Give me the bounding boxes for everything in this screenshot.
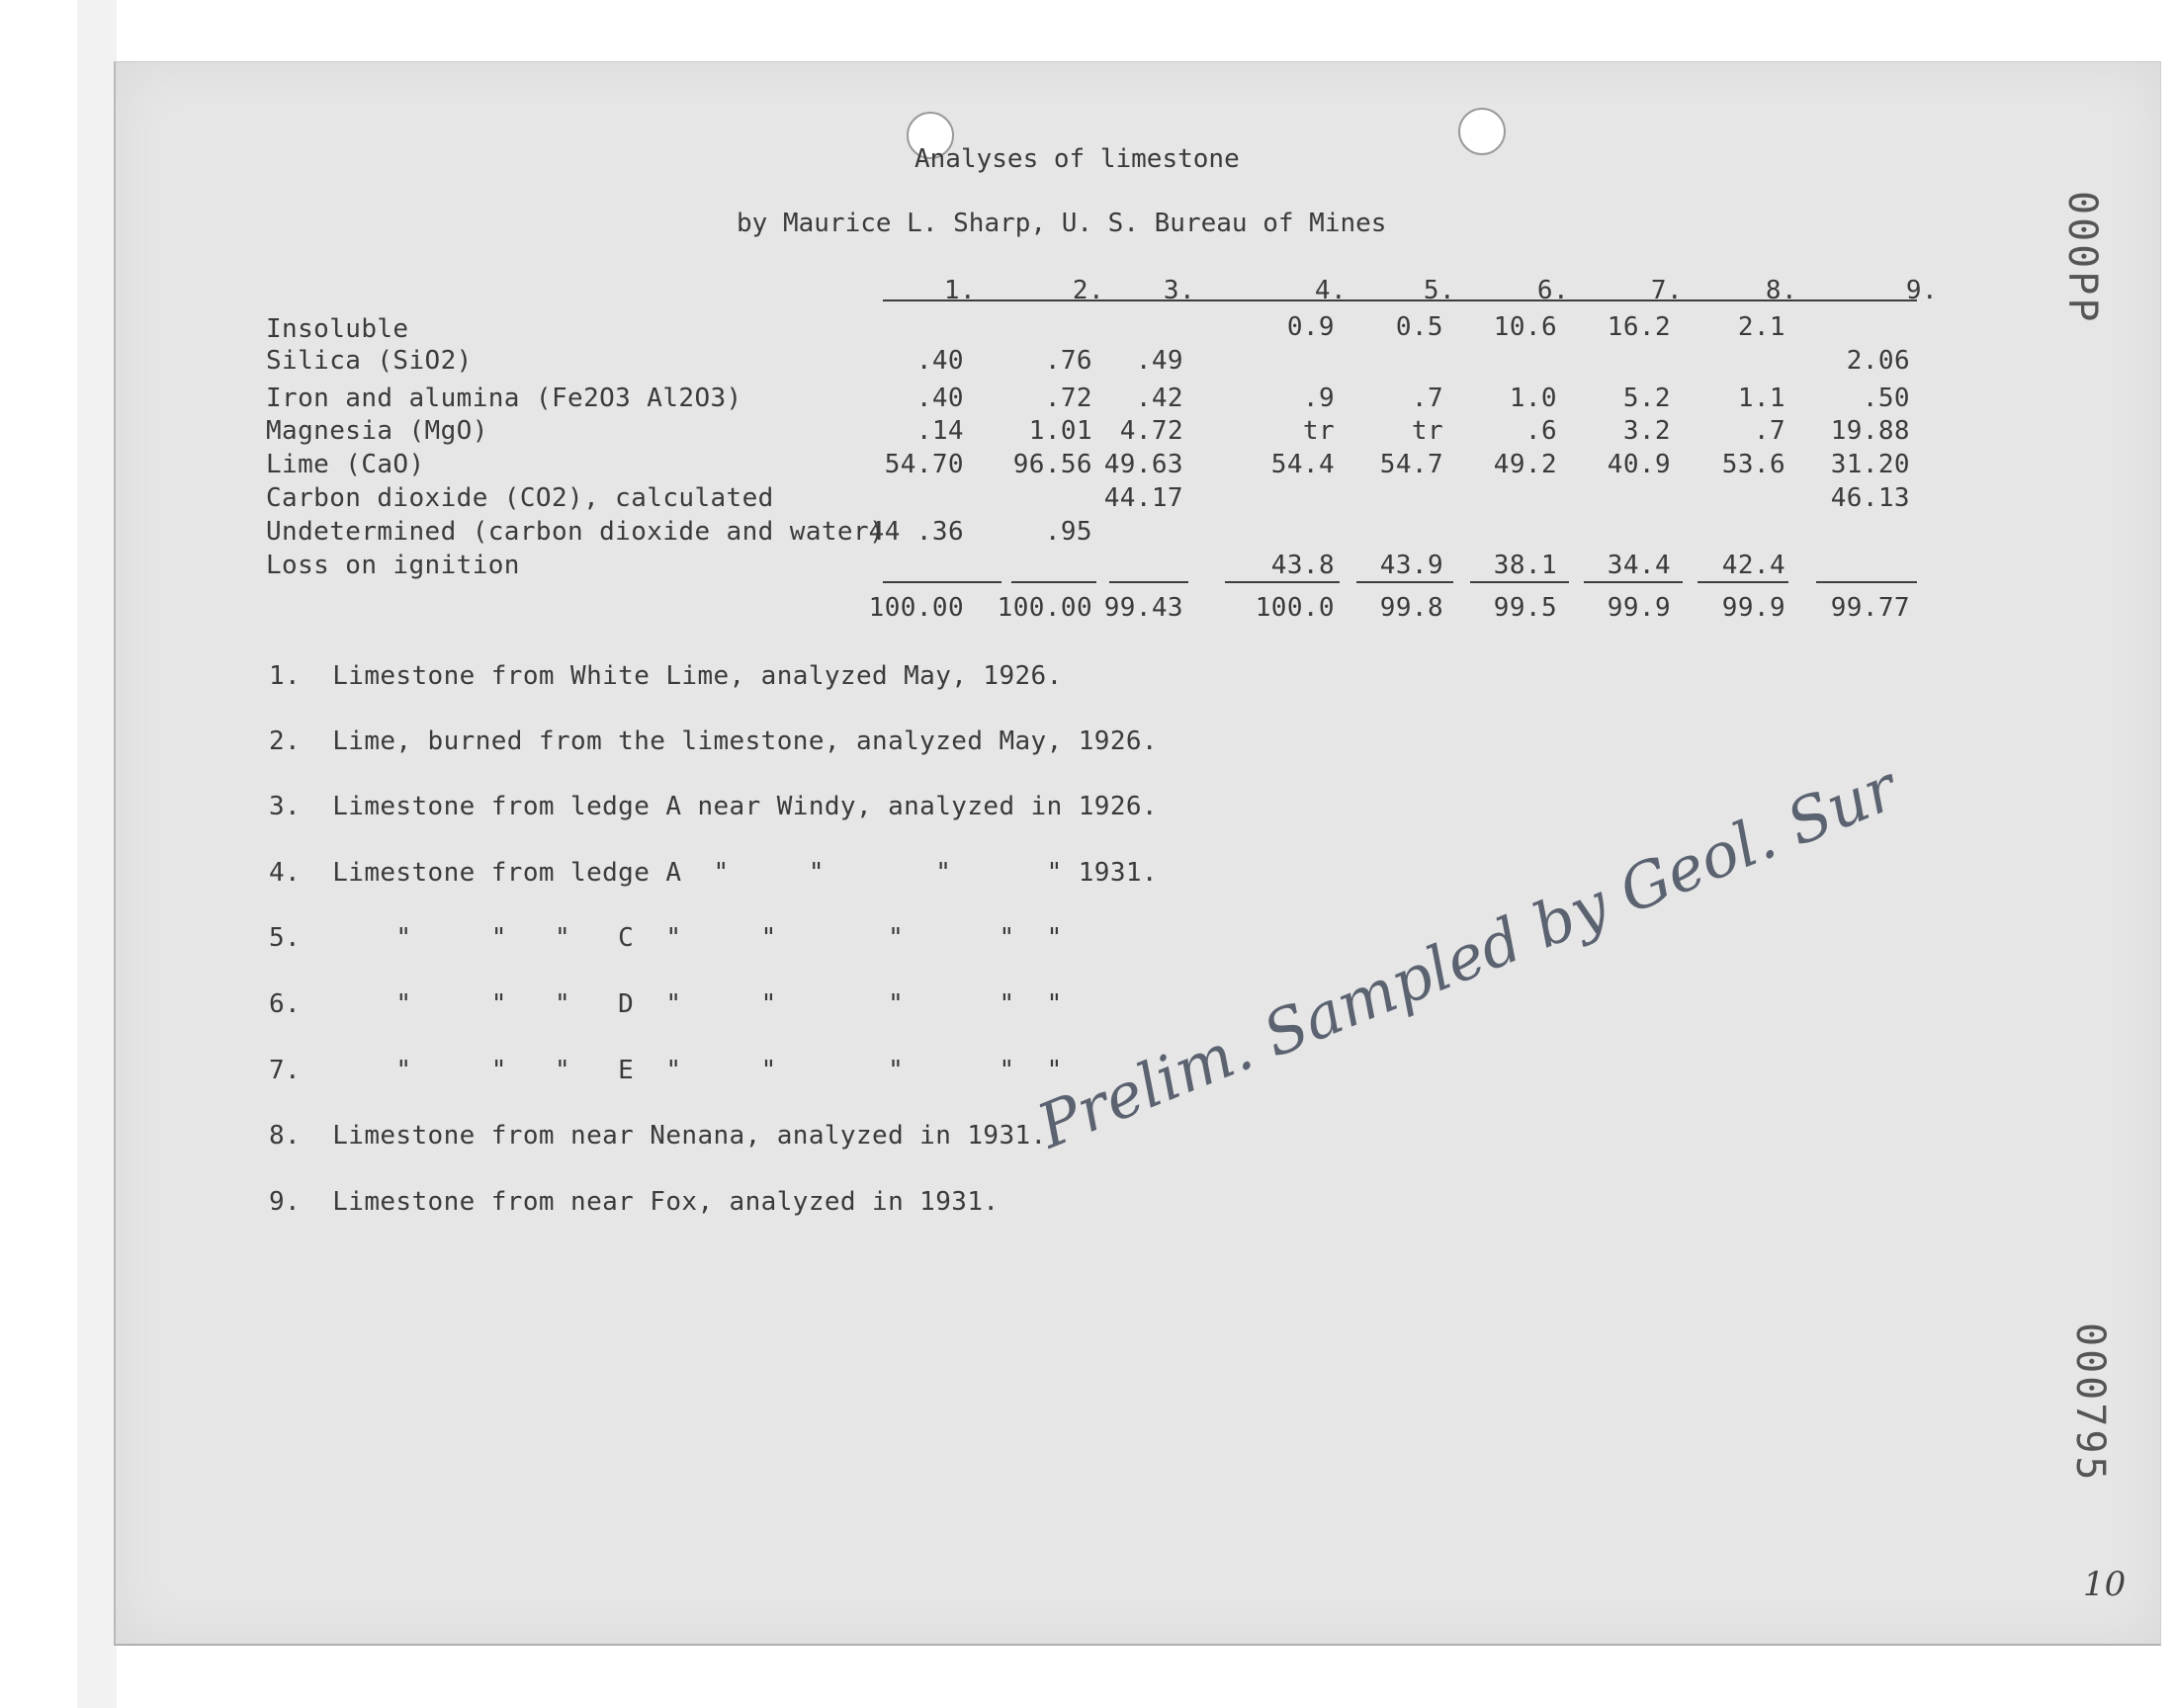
table-cell: 54.70	[884, 450, 964, 479]
row-label: Silica (SiO2)	[266, 346, 473, 376]
header-underline	[883, 299, 1917, 301]
table-cell: .6	[1524, 416, 1557, 446]
total-rule	[1697, 581, 1788, 583]
table-cell: .40	[915, 346, 964, 376]
note-item: 1. Limestone from White Lime, analyzed May, 1926.	[269, 661, 1063, 691]
document-page	[114, 61, 2161, 1646]
table-cell: 34.4	[1607, 551, 1671, 580]
column-header: 5.	[1423, 276, 1455, 305]
column-header: 6.	[1536, 276, 1569, 305]
table-cell: .72	[1044, 384, 1092, 413]
table-cell: 43.9	[1379, 551, 1443, 580]
table-cell: 16.2	[1607, 312, 1671, 342]
byline: by Maurice L. Sharp, U. S. Bureau of Mines	[737, 209, 1387, 238]
table-cell: 1.1	[1737, 384, 1785, 413]
note-item: 3. Limestone from ledge A near Windy, analyzed in 1926.	[269, 792, 1158, 821]
handwritten-note: Prelim. Sampled by Geol. Sur	[1027, 751, 1907, 1162]
table-cell: .40	[915, 384, 964, 413]
column-header: 8.	[1765, 276, 1797, 305]
total-rule	[1470, 581, 1569, 583]
table-cell: 2.1	[1737, 312, 1785, 342]
row-label: Insoluble	[266, 314, 409, 344]
column-header: 3.	[1163, 276, 1195, 305]
table-cell: 53.6	[1721, 450, 1785, 479]
table-cell: 49.63	[1103, 450, 1183, 479]
table-cell: 4.72	[1119, 416, 1183, 446]
row-label: Iron and alumina (Fe2O3 Al2O3)	[266, 384, 742, 413]
total-rule	[1109, 581, 1188, 583]
table-cell: 1.01	[1028, 416, 1092, 446]
total-cell: 99.9	[1607, 593, 1671, 623]
total-cell: 99.43	[1103, 593, 1183, 623]
note-item: 6. " " " D " " " " "	[269, 989, 1063, 1019]
table-cell: 40.9	[1607, 450, 1671, 479]
table-cell: .7	[1753, 416, 1785, 446]
table-cell: tr	[1302, 416, 1335, 446]
table-cell: .49	[1135, 346, 1183, 376]
table-cell: .76	[1044, 346, 1092, 376]
total-rule	[1225, 581, 1340, 583]
page-number: 10	[2083, 1565, 2127, 1604]
table-cell: 43.8	[1270, 551, 1335, 580]
table-cell: 10.6	[1493, 312, 1557, 342]
total-rule	[1584, 581, 1683, 583]
table-cell: 54.4	[1270, 450, 1335, 479]
column-header: 7.	[1650, 276, 1683, 305]
table-cell: 44.17	[1103, 483, 1183, 513]
row-label: Lime (CaO)	[266, 450, 425, 479]
table-cell: 0.5	[1395, 312, 1443, 342]
total-rule	[1356, 581, 1453, 583]
row-label: Loss on ignition	[266, 551, 520, 580]
total-cell: 100.0	[1255, 593, 1335, 623]
table-cell: 38.1	[1493, 551, 1557, 580]
table-cell: 2.06	[1846, 346, 1910, 376]
column-header: 1.	[943, 276, 976, 305]
row-label: Undetermined (carbon dioxide and water)	[266, 517, 886, 547]
column-header: 4.	[1314, 276, 1347, 305]
table-cell: 96.56	[1012, 450, 1092, 479]
note-item: 8. Limestone from near Nenana, analyzed in 1931.	[269, 1121, 1047, 1151]
table-cell: 3.2	[1622, 416, 1671, 446]
note-item: 2. Lime, burned from the limestone, analyzed May, 1926.	[269, 726, 1158, 756]
table-cell: 5.2	[1622, 384, 1671, 413]
table-cell: 46.13	[1830, 483, 1910, 513]
row-label: Carbon dioxide (CO2), calculated	[266, 483, 774, 513]
table-cell: 31.20	[1830, 450, 1910, 479]
column-header: 9.	[1905, 276, 1938, 305]
table-cell: 1.0	[1509, 384, 1557, 413]
page-title: Analyses of limestone	[914, 144, 1240, 174]
table-cell: .9	[1302, 384, 1335, 413]
table-cell: .14	[915, 416, 964, 446]
note-item: 9. Limestone from near Fox, analyzed in 1931.	[269, 1187, 1000, 1217]
table-cell: 44 .36	[868, 517, 964, 547]
total-cell: 100.00	[997, 593, 1092, 623]
stamp-bottom: 000795	[2067, 1323, 2113, 1484]
total-cell: 99.8	[1379, 593, 1443, 623]
total-rule	[883, 581, 1001, 583]
total-cell: 99.9	[1721, 593, 1785, 623]
table-cell: 49.2	[1493, 450, 1557, 479]
total-cell: 99.77	[1830, 593, 1910, 623]
total-rule	[1011, 581, 1096, 583]
table-cell: .95	[1044, 517, 1092, 547]
note-item: 7. " " " E " " " " "	[269, 1056, 1063, 1085]
table-cell: 0.9	[1286, 312, 1335, 342]
row-label: Magnesia (MgO)	[266, 416, 488, 446]
table-cell: .50	[1862, 384, 1910, 413]
total-cell: 99.5	[1493, 593, 1557, 623]
stamp-top: 000PP	[2059, 191, 2105, 325]
note-item: 4. Limestone from ledge A " " " " 1931.	[269, 858, 1158, 888]
total-rule	[1816, 581, 1917, 583]
table-cell: 19.88	[1830, 416, 1910, 446]
total-cell: 100.00	[868, 593, 964, 623]
table-cell: 42.4	[1721, 551, 1785, 580]
table-cell: .42	[1135, 384, 1183, 413]
note-item: 5. " " " C " " " " "	[269, 923, 1063, 953]
scan-margin	[77, 0, 117, 1708]
table-cell: 54.7	[1379, 450, 1443, 479]
punch-hole	[1458, 108, 1506, 155]
column-header: 2.	[1072, 276, 1104, 305]
table-cell: tr	[1411, 416, 1443, 446]
table-cell: .7	[1411, 384, 1443, 413]
